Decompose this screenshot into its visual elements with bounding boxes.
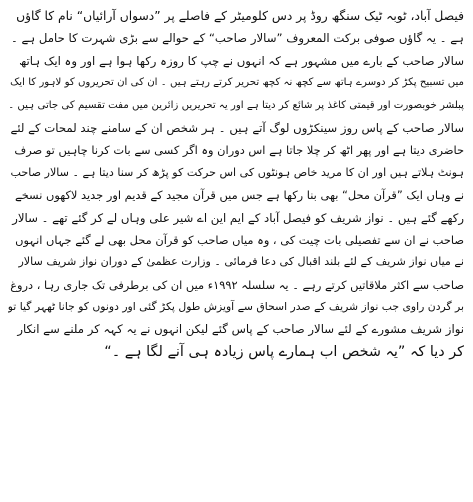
article-line: ہونٹ ہلاتے ہیں اور ان کا مرید خاص ہونٹوں کی اس حرکت کو پڑھ کر سنا دیتا ہے ۔ سالار صاحب — [10, 165, 464, 179]
article-line: بر گردن راوی جب نواز شریف کے صدر اسحاق سے آویزش طول پکڑ گئی اور دونوں کو جانا ٹھہر گیا تو — [8, 300, 464, 314]
article-line: فیصل آباد، ٹوبہ ٹیک سنگھ روڈ پر دس کلومیٹر کے فاصلے پر ”دسواں آرائیاں“ نام کا گاؤں — [16, 9, 464, 23]
article-line: پبلشر خوبصورت اور قیمتی کاغذ پر شائع کر دیتا ہے اور یہ تحریریں زائرین میں مفت تقسیم کی جاتی ہیں ۔ — [8, 99, 464, 111]
article-line: صاحب سے اکثر ملاقاتیں کرتے رہے ۔ یہ سلسلہ ۱۹۹۲ء میں ان کی برطرفی تک جاری رہا ، دروغ — [10, 277, 464, 292]
article-line: نواز شریف مشورے کے لئے سالار صاحب کے پاس گئے لیکن انہوں نے یہ کہہ کر ملنے سے انکار — [17, 322, 464, 337]
article-line: صاحب نے ان سے تفصیلی بات چیت کی ، وہ میاں صاحب کو قرآن محل بھی لے گئے جہاں انہوں — [15, 232, 464, 247]
article-line: نے وہاں ایک ”قرآن محل“ بھی بنا رکھا ہے جس میں قرآن مجید کے قدیم اور جدید لاکھوں نسخے — [15, 188, 464, 203]
article-line: سالار صاحب کے پاس روز سینکڑوں لوگ آتے ہیں ۔ ہر شخص ان کے سامنے چند لمحات کے لئے — [10, 120, 464, 135]
article-line: سالار صاحب کے بارے میں مشہور ہے کہ انہوں نے چپ کا روزہ رکھا ہوا ہے اور وہ ایک ہاتھ — [19, 53, 464, 68]
article-line: کر دیا کہ ”یہ شخص اب ہمارے پاس زیادہ ہی آنے لگا ہے ۔“ — [104, 343, 464, 360]
article-line: رکھے گئے ہیں ۔ نواز شریف کو فیصل آباد کے ایم این اے شیر علی وہاں لے کر گئے تھے ۔ سالار — [12, 210, 464, 225]
article-line: حاضری دیتا ہے اور پھر اٹھ کر چلا جاتا ہے اس دوران وہ اگر کسی سے بات کرنا چاہیں تو صرف — [14, 143, 464, 158]
urdu-article-text — [8, 5, 464, 363]
article-line: نے میاں نواز شریف کے لئے بلند اقبال کی دعا فرمائی ۔ وزارت عظمیٰ کے دوران نواز شریف سالار — [18, 255, 464, 269]
article-line: میں تسبیح پکڑ کر دوسرے ہاتھ سے کچھ نہ کچھ تحریر کرتے رہتے ہیں ۔ ان کی ان تحریروں کو لاہور کا ایک — [10, 77, 464, 89]
article-line: ہے ۔ یہ گاؤں صوفی برکت المعروف ”سالار صاحب“ کے حوالے سے بڑی شہرت کا حامل ہے ۔ — [10, 31, 464, 46]
